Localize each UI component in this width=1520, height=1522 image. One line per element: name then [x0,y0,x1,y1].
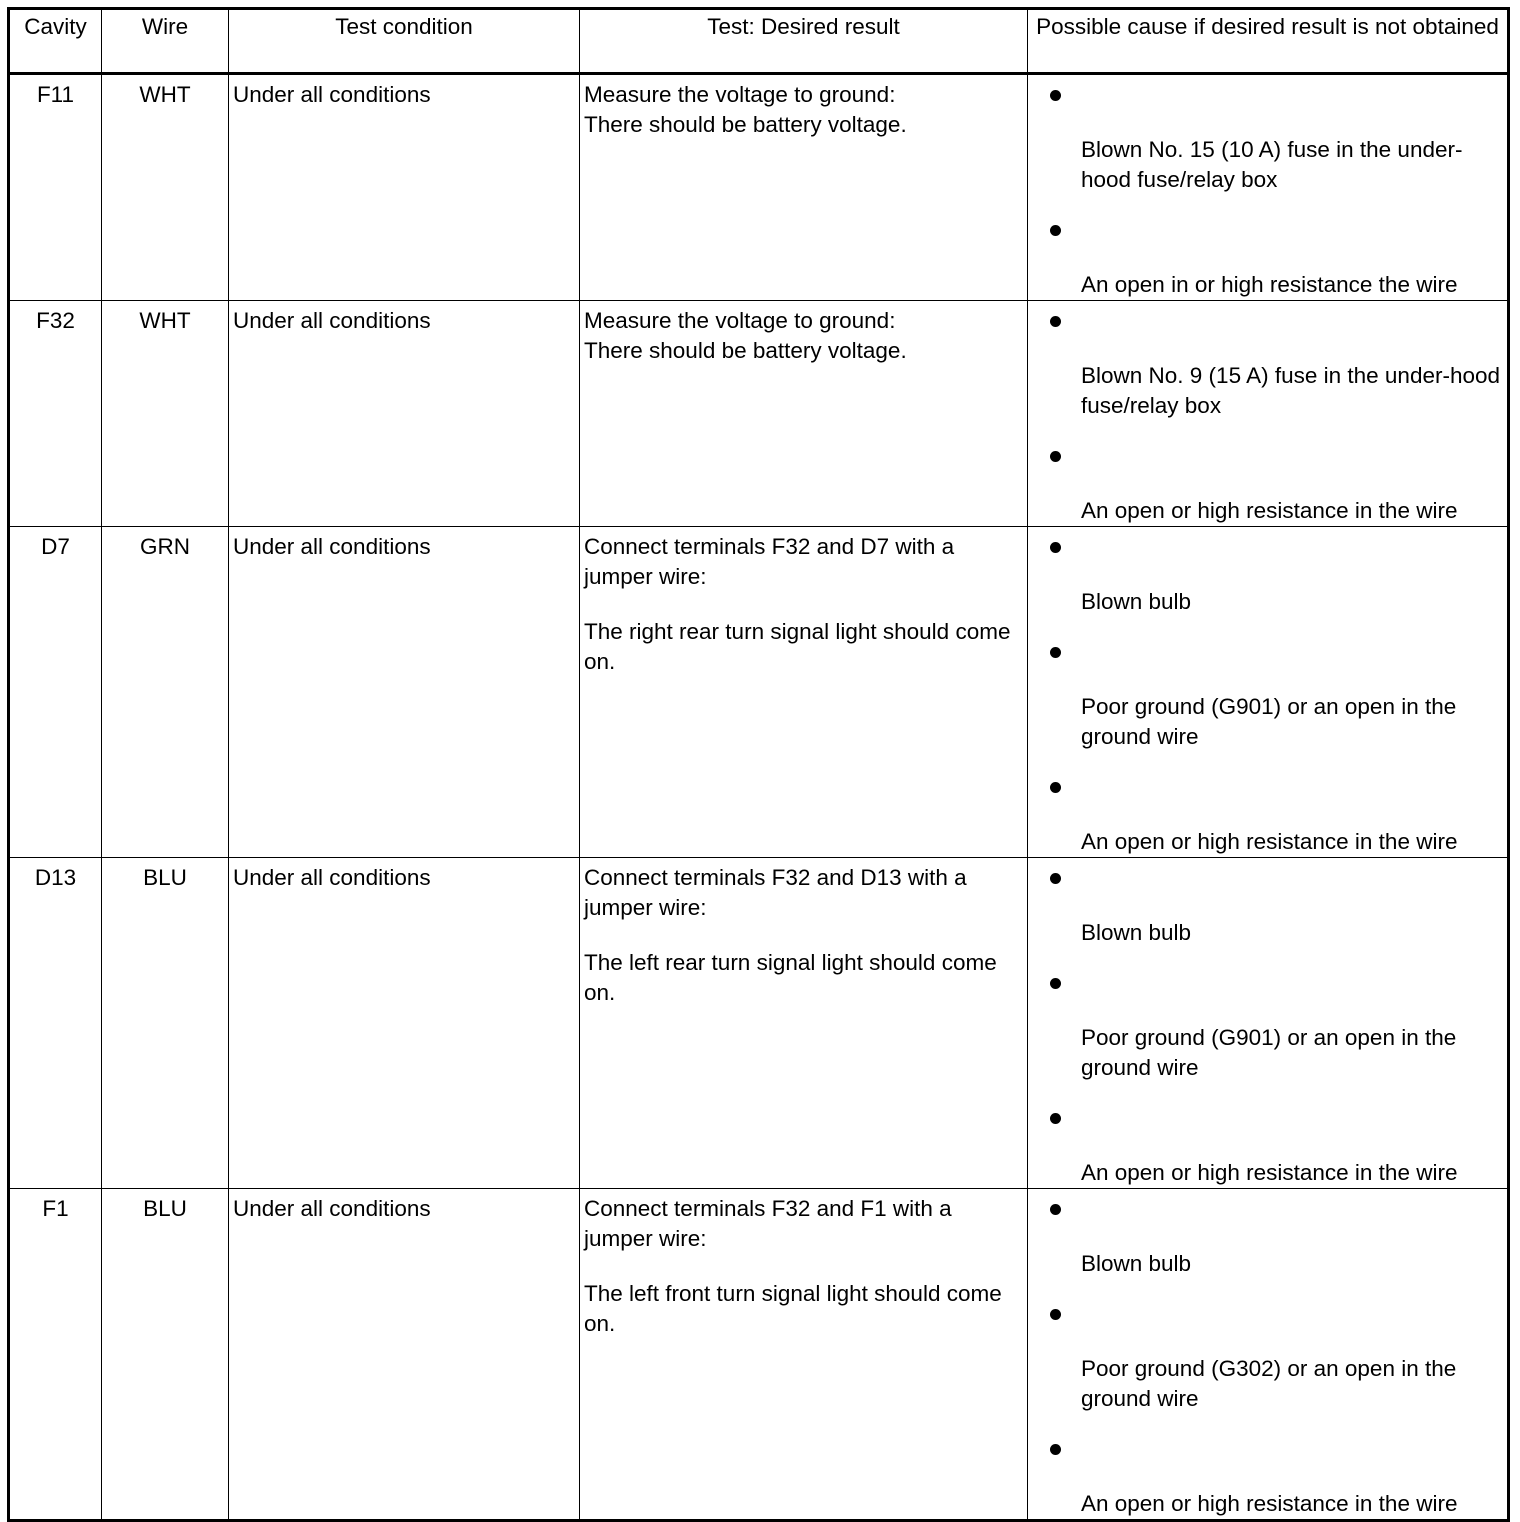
bullet-icon [1048,215,1503,245]
wire-cell: WHT [102,301,229,527]
test-condition-cell: Under all conditions [229,1189,580,1521]
test-condition-cell: Under all conditions [229,74,580,301]
cavity-cell: F11 [9,74,102,301]
bullet-icon [1048,80,1503,110]
bullet-icon [1048,441,1503,471]
cause-item [1048,80,1503,195]
header-desired-result: Test: Desired result [580,9,1028,74]
cause-text: Blown No. 9 (15 A) fuse in the under-hood fuse/relay box [1081,363,1501,418]
bullet-icon [1048,863,1503,893]
cause-item [1048,637,1503,752]
bullet-icon [1048,968,1503,998]
result-paragraph: The left front turn signal light should come on. [584,1281,1002,1336]
header-wire: Wire [102,9,229,74]
bullet-icon [1048,532,1503,562]
cause-text: Poor ground (G901) or an open in the ground wire [1081,694,1457,749]
result-paragraph: Measure the voltage to ground: There should be battery voltage. [584,82,907,137]
possible-cause-cell [1028,74,1509,301]
cavity-cell: F32 [9,301,102,527]
cause-item [1048,863,1503,948]
bullet-icon [1048,1299,1503,1329]
header-possible-cause: Possible cause if desired result is not obtained [1028,9,1509,74]
table-body [9,74,1509,1521]
cause-text: Poor ground (G901) or an open in the ground wire [1081,1025,1457,1080]
desired-result-cell [580,1189,1028,1521]
test-condition-cell: Under all conditions [229,858,580,1189]
cause-text: An open in or high resistance the wire [1081,272,1458,297]
bullet-icon [1048,1103,1503,1133]
cause-item [1048,532,1503,617]
cause-item [1048,1194,1503,1279]
desired-result-cell [580,527,1028,858]
possible-cause-cell [1028,858,1509,1189]
cavity-cell: D13 [9,858,102,1189]
cause-text: An open or high resistance in the wire [1081,1160,1458,1185]
cause-item [1048,968,1503,1083]
result-paragraph: The right rear turn signal light should come on. [584,619,1011,674]
cause-item [1048,306,1503,421]
cause-text: Blown bulb [1081,920,1192,945]
cause-text: Blown No. 15 (10 A) fuse in the under-hood fuse/relay box [1081,137,1463,192]
bullet-icon [1048,1194,1503,1224]
header-row [9,9,1509,74]
cause-text: An open or high resistance in the wire [1081,829,1458,854]
cause-text: Blown bulb [1081,589,1192,614]
cause-item [1048,441,1503,526]
wire-cell: GRN [102,527,229,858]
bullet-icon [1048,637,1503,667]
cause-item [1048,1434,1503,1519]
desired-result-cell [580,858,1028,1189]
cause-item [1048,1103,1503,1188]
cavity-cell: D7 [9,527,102,858]
table-row [9,858,1509,1189]
cause-text: An open or high resistance in the wire [1081,498,1458,523]
cause-item [1048,215,1503,300]
header-test-condition: Test condition [229,9,580,74]
cause-text: Poor ground (G302) or an open in the ground wire [1081,1356,1457,1411]
result-paragraph: Connect terminals F32 and D13 with a jumper wire: [584,865,967,920]
wire-cell: BLU [102,1189,229,1521]
cause-text: Blown bulb [1081,1251,1192,1276]
result-paragraph: The left rear turn signal light should come on. [584,950,997,1005]
desired-result-cell [580,74,1028,301]
result-paragraph: Connect terminals F32 and D7 with a jumper wire: [584,534,955,589]
troubleshooting-table [7,7,1510,1522]
desired-result-cell [580,301,1028,527]
test-condition-cell: Under all conditions [229,527,580,858]
table-row [9,527,1509,858]
table-row [9,74,1509,301]
wire-cell: BLU [102,858,229,1189]
bullet-icon [1048,772,1503,802]
header-cavity: Cavity [9,9,102,74]
result-paragraph: Connect terminals F32 and F1 with a jumper wire: [584,1196,952,1251]
bullet-icon [1048,306,1503,336]
table-row [9,1189,1509,1521]
possible-cause-cell [1028,301,1509,527]
result-paragraph: Measure the voltage to ground: There should be battery voltage. [584,308,907,363]
table-row [9,301,1509,527]
cavity-cell: F1 [9,1189,102,1521]
wire-cell: WHT [102,74,229,301]
cause-item [1048,772,1503,857]
possible-cause-cell [1028,527,1509,858]
possible-cause-cell [1028,1189,1509,1521]
cause-text: An open or high resistance in the wire [1081,1491,1458,1516]
test-condition-cell: Under all conditions [229,301,580,527]
cause-item [1048,1299,1503,1414]
bullet-icon [1048,1434,1503,1464]
